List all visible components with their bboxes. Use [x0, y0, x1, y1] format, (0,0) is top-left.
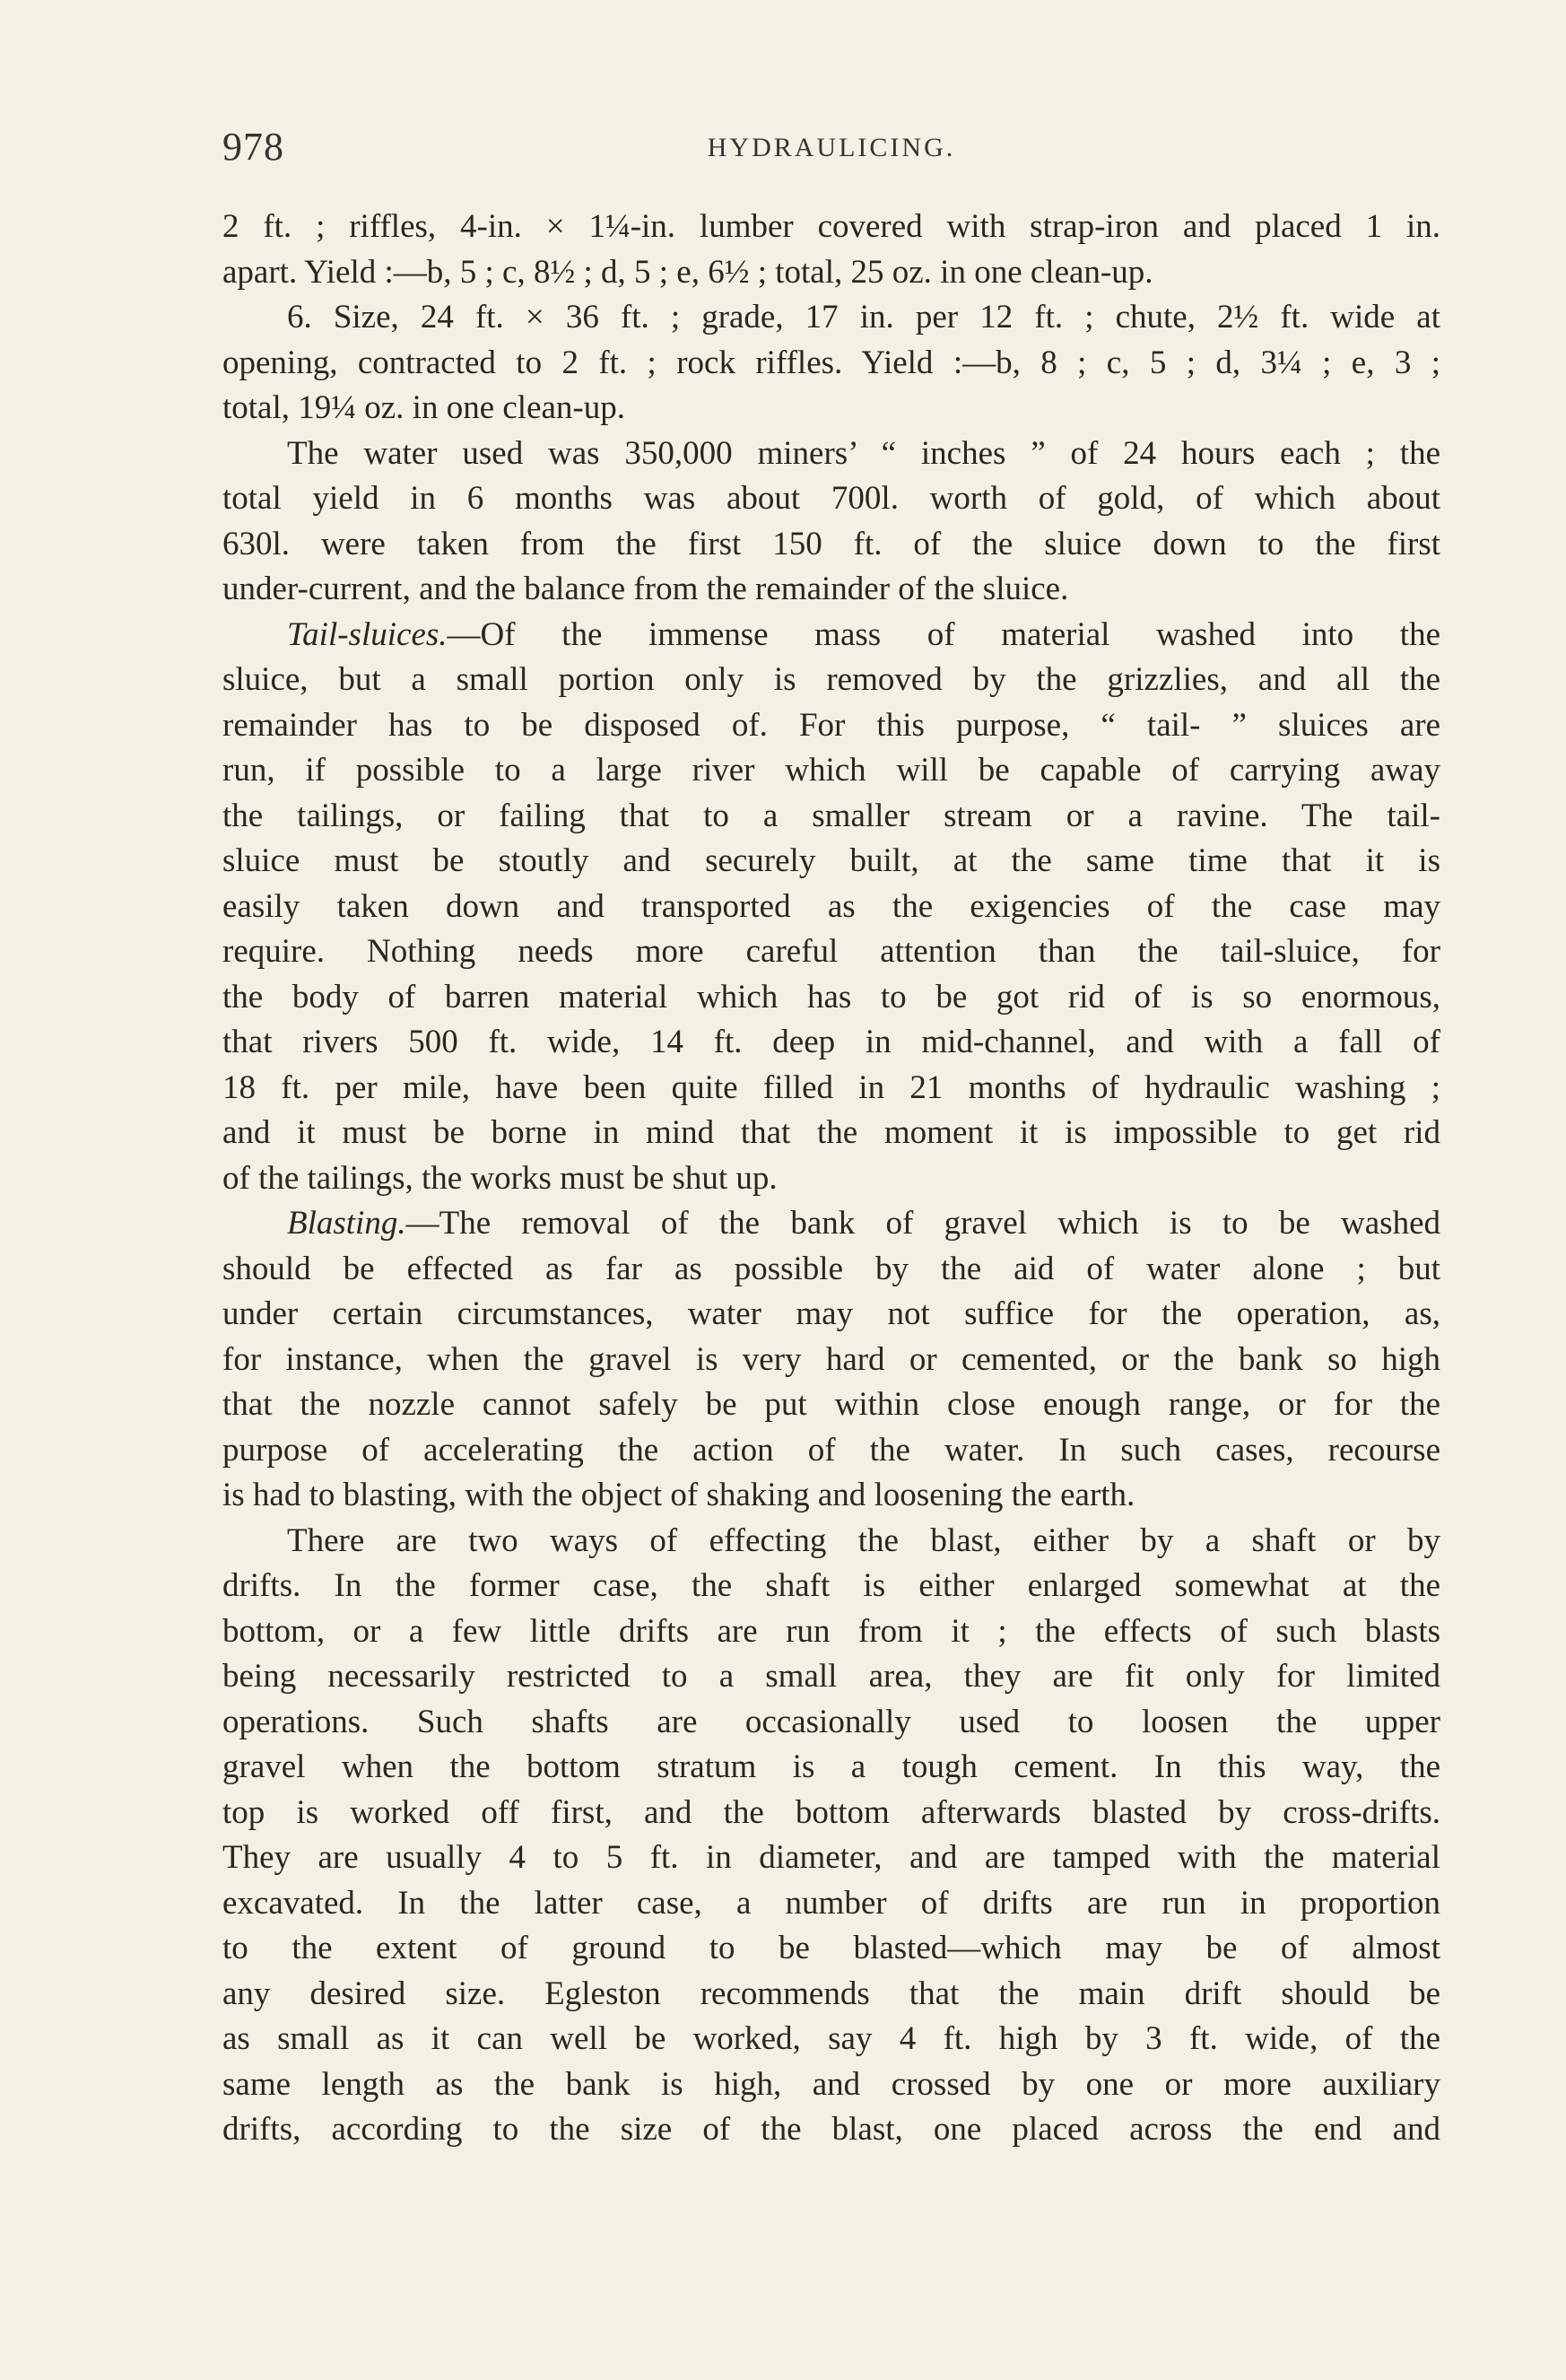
text-line: apart. Yield :—b, 5 ; c, 8½ ; d, 5 ; e, 6½ ; total, 25 oz. in one clean-up. — [222, 253, 1153, 291]
text-line: drifts. In the former case, the shaft is either enlarged somewhat at the — [222, 1567, 1440, 1604]
running-head: HYDRAULICING. — [707, 133, 956, 162]
text-line: same length as the bank is high, and crossed by one or more auxiliary — [222, 2065, 1440, 2103]
text-line: They are usually 4 to 5 ft. in diameter, and are tamped with the material — [222, 1839, 1440, 1876]
text-line: remainder has to be disposed of. For this purpose, “ tail- ” sluices are — [222, 706, 1440, 744]
section-run-in-heading: Tail-sluices. — [287, 615, 448, 653]
text-line: as small as it can well be worked, say 4 ft. high by 3 ft. wide, of the — [222, 2020, 1440, 2057]
text-line-rest: —The removal of the bank of gravel which is to be washed — [405, 1205, 1440, 1242]
text-line: and it must be borne in mind that the moment it is impossible to get rid — [222, 1114, 1440, 1151]
page-header — [222, 124, 1440, 178]
text-line: under-current, and the balance from the remainder of the sluice. — [222, 571, 1069, 607]
text-line: excavated. In the latter case, a number of drifts are run in proportion — [222, 1884, 1440, 1922]
text-line: to the extent of ground to be blasted—which may be of almost — [222, 1930, 1440, 1966]
text-line: 630l. were taken from the first 150 ft. of the sluice down to the first — [222, 525, 1440, 562]
body-text — [222, 205, 1440, 2153]
text-line: opening, contracted to 2 ft. ; rock riffles. Yield :—b, 8 ; c, 5 ; d, 3¼ ; e, 3 ; — [222, 344, 1440, 381]
text-line: The water used was 350,000 miners’ “ inches ” of 24 hours each ; the — [287, 434, 1440, 472]
text-line: gravel when the bottom stratum is a tough cement. In this way, the — [222, 1748, 1440, 1785]
text-line: 2 ft. ; riffles, 4-in. × 1¼-in. lumber covered with strap-iron and placed 1 in. — [222, 208, 1440, 245]
text-line: of the tailings, the works must be shut up. — [222, 1159, 778, 1197]
text-line: run, if possible to a large river which will be capable of carrying away — [222, 752, 1440, 789]
text-line: bottom, or a few little drifts are run from it ; the effects of such blasts — [222, 1612, 1440, 1650]
text-line: should be effected as far as possible by the aid of water alone ; but — [222, 1250, 1440, 1287]
text-line: operations. Such shafts are occasionally used to loosen the upper — [222, 1703, 1440, 1740]
text-line: total, 19¼ oz. in one clean-up. — [222, 389, 626, 426]
text-line: purpose of accelerating the action of the water. In such cases, recourse — [222, 1431, 1440, 1469]
text-line: under certain circumstances, water may not suffice for the operation, as, — [222, 1295, 1440, 1332]
text-line: total yield in 6 months was about 700l. worth of gold, of which about — [222, 480, 1440, 517]
text-line: that rivers 500 ft. wide, 14 ft. deep in mid-channel, and with a fall of — [222, 1024, 1440, 1060]
section-run-in-heading: Blasting. — [287, 1205, 406, 1242]
text-line: that the nozzle cannot safely be put within close enough range, or for the — [222, 1386, 1440, 1423]
text-line: require. Nothing needs more careful attention than the tail-sluice, for — [222, 933, 1440, 970]
text-line: the body of barren material which has to be got rid of is so enormous, — [222, 978, 1440, 1016]
text-line: 6. Size, 24 ft. × 36 ft. ; grade, 17 in. per 12 ft. ; chute, 2½ ft. wide at — [287, 299, 1440, 336]
paragraph — [222, 205, 1440, 295]
paragraph-blasting — [222, 1201, 1440, 1519]
text-line: being necessarily restricted to a small area, they are fit only for limited — [222, 1658, 1440, 1695]
text-line: is had to blasting, with the object of shaking and loosening the earth. — [222, 1477, 1135, 1513]
text-line — [222, 613, 1440, 658]
text-line: for instance, when the gravel is very hard or cemented, or the bank so high — [222, 1340, 1440, 1378]
text-line: the tailings, or failing that to a smaller stream or a ravine. The tail- — [222, 797, 1440, 834]
text-line: drifts, according to the size of the blast, one placed across the end and — [222, 2111, 1440, 2148]
page-number: 978 — [222, 125, 284, 169]
text-line: sluice, but a small portion only is removed by the grizzlies, and all the — [222, 661, 1440, 698]
text-line: 18 ft. per mile, have been quite filled in 21 months of hydraulic washing ; — [222, 1068, 1440, 1106]
text-line-rest: —Of the immense mass of material washed into the — [447, 615, 1440, 653]
paragraph — [222, 432, 1440, 613]
paragraph — [222, 295, 1440, 432]
paragraph-tail-sluices — [222, 613, 1440, 1202]
text-line — [222, 1201, 1440, 1247]
paragraph — [222, 1519, 1440, 2153]
text-line: easily taken down and transported as the exigencies of the case may — [222, 887, 1440, 925]
text-line: There are two ways of effecting the blast, either by a shaft or by — [287, 1521, 1440, 1559]
text-line: any desired size. Egleston recommends that the main drift should be — [222, 1975, 1440, 2012]
text-line: sluice must be stoutly and securely built, at the same time that it is — [222, 842, 1440, 879]
text-line: top is worked off first, and the bottom afterwards blasted by cross-drifts. — [222, 1793, 1440, 1831]
